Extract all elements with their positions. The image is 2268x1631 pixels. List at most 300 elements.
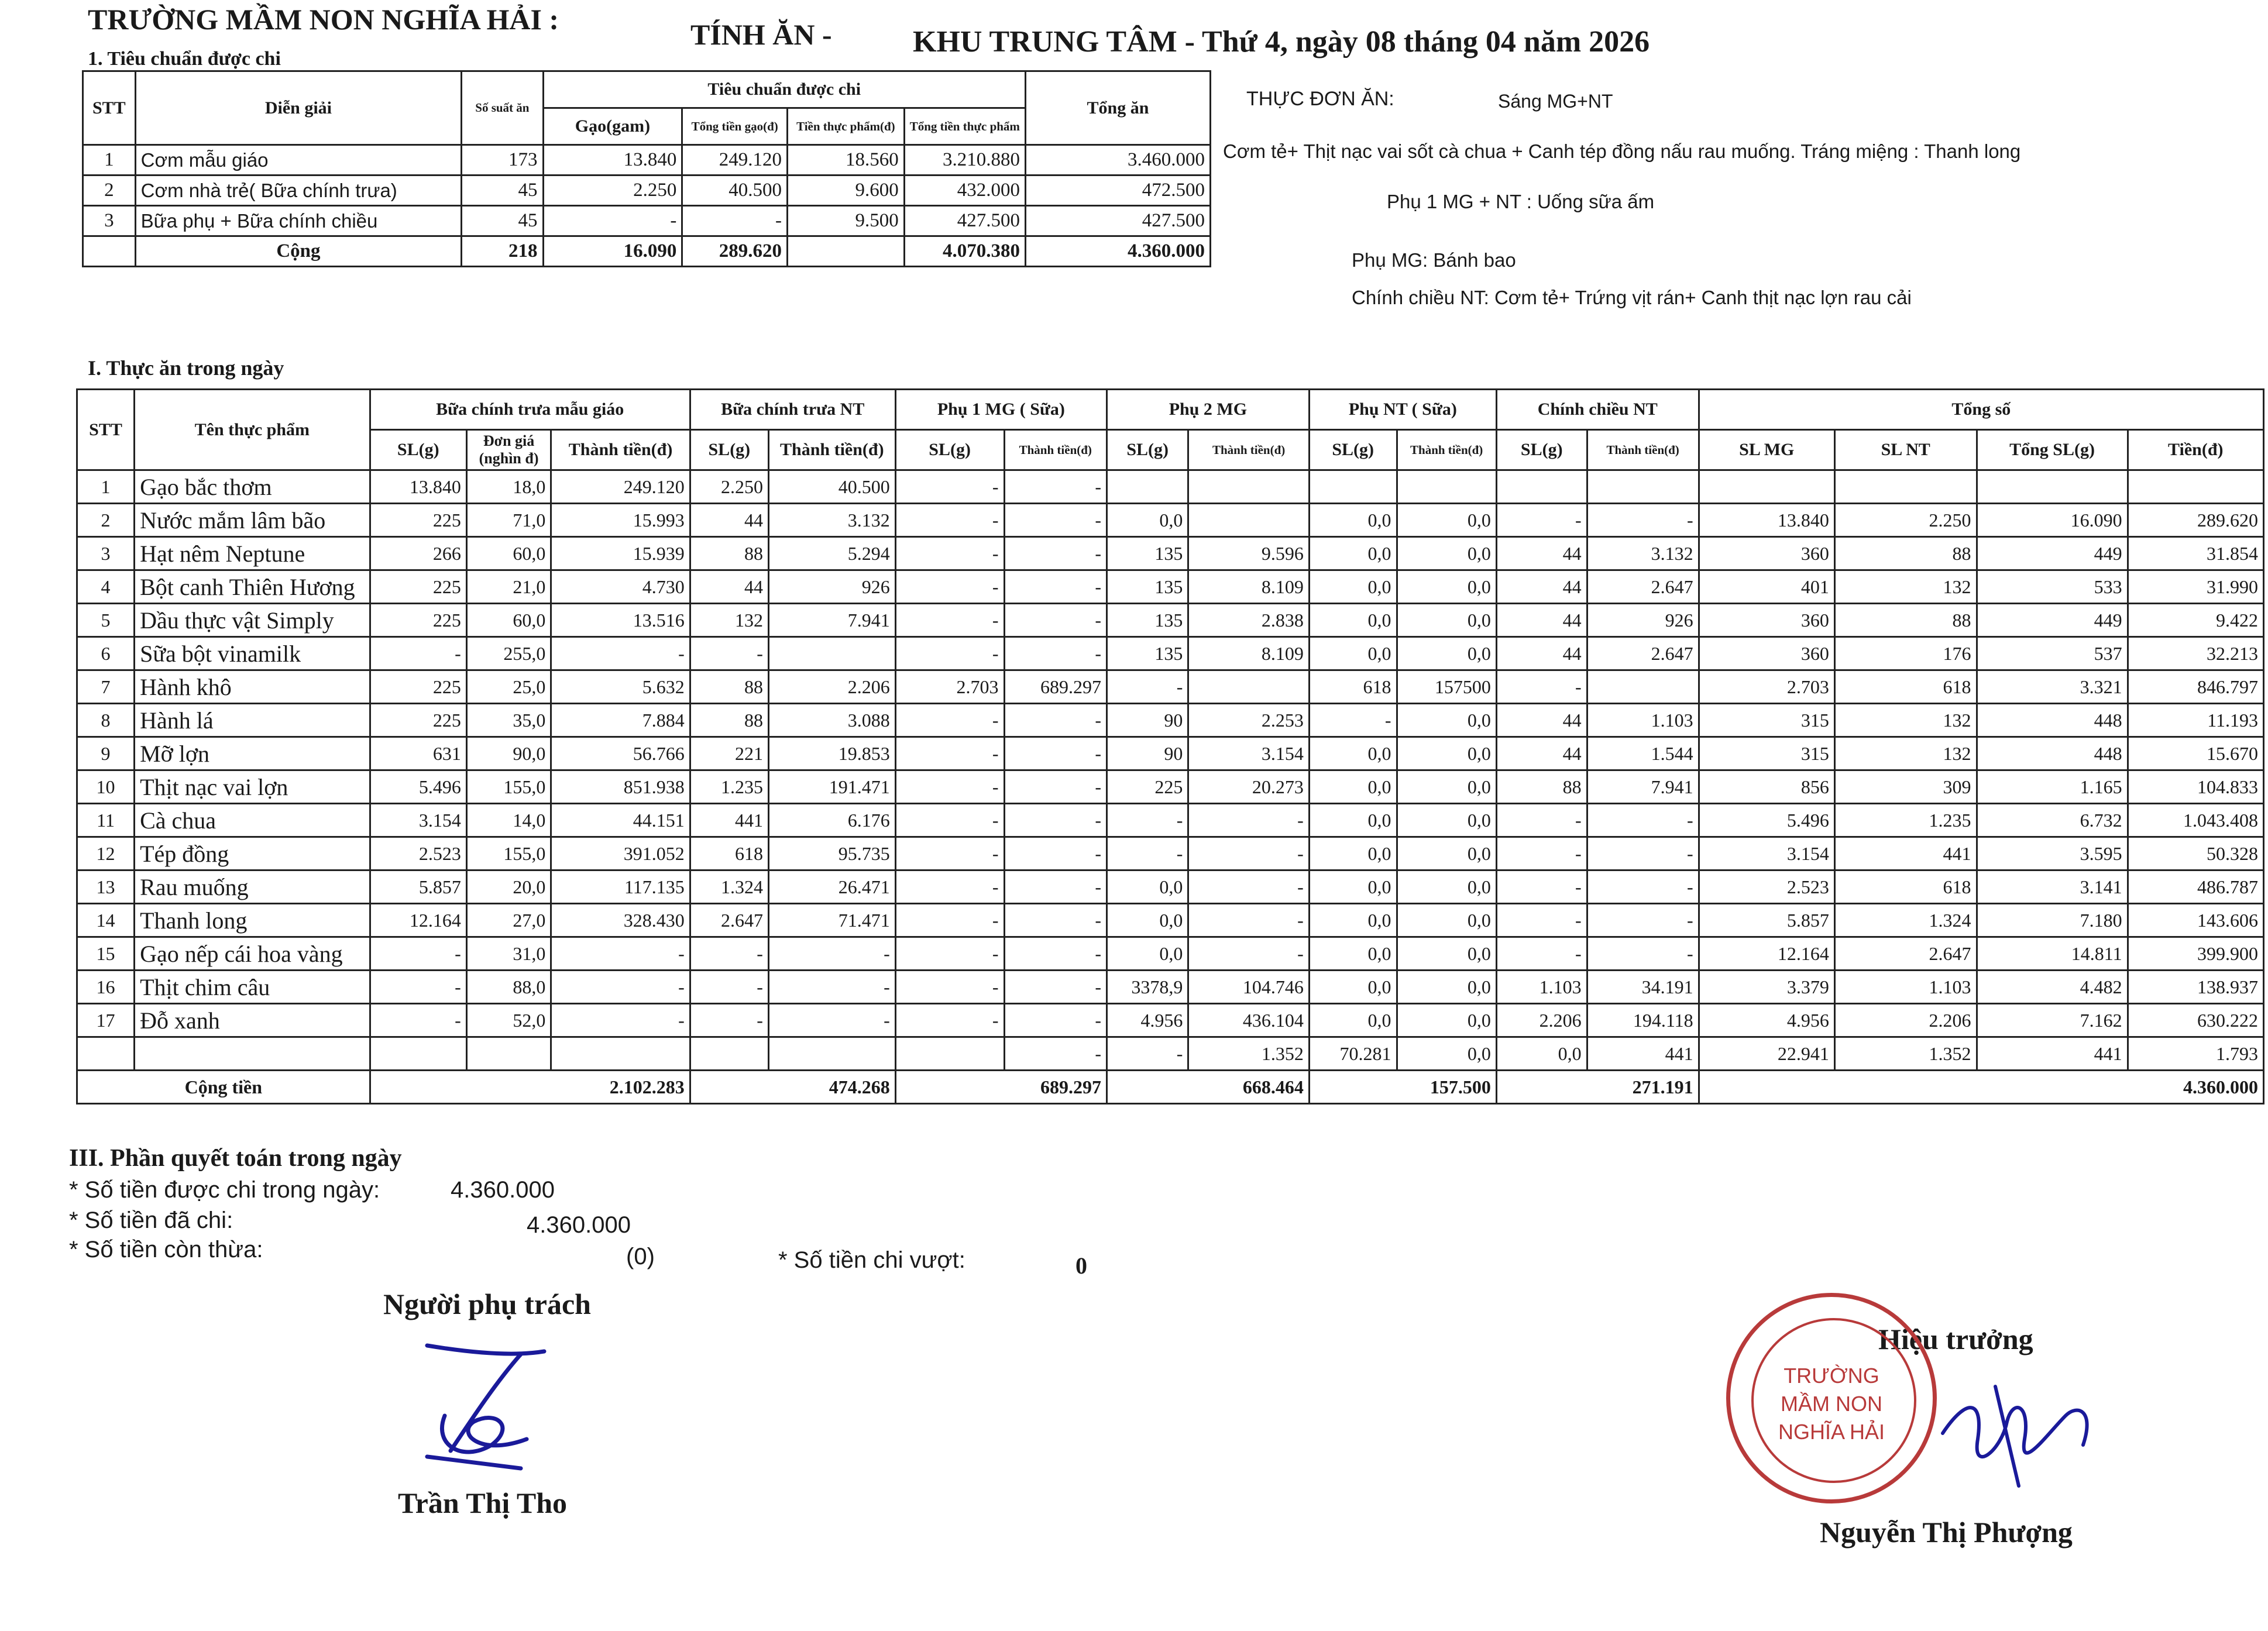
table-row [77,904,2264,937]
t2-cell: 13.840 [370,470,466,504]
t2-cell: 0,0 [1107,904,1188,937]
t2-cell: 52,0 [466,1004,551,1037]
t2-sub-tien: Tiền(đ) [2128,430,2263,470]
t2-cell: 0,0 [1397,937,1496,971]
table-row [77,937,2264,971]
t2-cell: - [1587,837,1699,870]
t2-cell: 449 [1977,604,2128,637]
t2-cell [370,1037,466,1071]
t1-cell: 3.460.000 [1025,145,1210,176]
t2-cell: 0,0 [1107,937,1188,971]
t2-cell: 88 [1834,537,1977,570]
t1-cell: 9.600 [788,176,905,206]
t2-cell: - [1587,804,1699,837]
t2-cell: 0,0 [1309,837,1397,870]
t1-cell: 40.500 [682,176,788,206]
t2-cell-name: Đỗ xanh [135,1004,370,1037]
t2-cell: 0,0 [1397,537,1496,570]
t2-cell: 44 [690,504,768,537]
t2-cell: 249.120 [551,470,690,504]
t2-sub-thanh-tien: Thành tiền(đ) [1397,430,1496,470]
t2-cell: 618 [690,837,768,870]
menu-title: THỰC ĐƠN ĂN: [1246,88,1394,110]
t2-cell: - [370,1004,466,1037]
t2-cell: 225 [370,670,466,704]
t2-cell: 0,0 [1309,570,1397,604]
t2-cell: 0,0 [1397,770,1496,804]
t2-cell [1834,470,1977,504]
t2-cell-stt: 4 [77,570,135,604]
area-date: KHU TRUNG TÂM - Thứ 4, ngày 08 tháng 04 năm 2026 [913,25,1650,59]
t2-cell: 2.703 [1699,670,1834,704]
t2-cell: 31.854 [2128,537,2263,570]
t2-cell: 50.328 [2128,837,2263,870]
t2-cell-name: Mỡ lợn [135,737,370,770]
spent-allowed-value: 4.360.000 [451,1177,555,1203]
t2-cell: - [1188,937,1309,971]
t2-cell: 2.703 [895,670,1004,704]
t2-cell: 2.250 [690,470,768,504]
t2-cell: 255,0 [466,637,551,670]
t2-sub-sl: SL(g) [690,430,768,470]
table-row [77,504,2264,537]
t2-cell-name: Cà chua [135,804,370,837]
t2-cell-stt: 3 [77,537,135,570]
t2-total-mg: 2.102.283 [370,1071,690,1104]
t2-sub-sl: SL(g) [1107,430,1188,470]
t2-cell [1188,504,1309,537]
t2-cell: 225 [370,604,466,637]
t2-cell: 25,0 [466,670,551,704]
t2-cell-stt: 10 [77,770,135,804]
t2-cell: - [1496,870,1587,904]
stamp-line: NGHĨA HẢI [1778,1420,1885,1444]
t1-header-tong-an: Tổng ăn [1025,71,1210,145]
t2-cell: 689.297 [1004,670,1106,704]
t1-cell: 427.500 [1025,206,1210,236]
t2-cell: - [1587,504,1699,537]
t2-cell: - [690,937,768,971]
t2-cell: 360 [1699,637,1834,670]
table-row [77,470,2264,504]
t2-cell: 441 [690,804,768,837]
t1-cell: 4.070.380 [904,236,1025,267]
t2-cell: - [895,870,1004,904]
t1-cell: Cơm nhà trẻ( Bữa chính trưa) [135,176,462,206]
t2-total-p2: 668.464 [1107,1071,1310,1104]
menu-line4: Chính chiều NT: Cơm tẻ+ Trứng vịt rán+ Canh thịt nạc lợn rau cải [1352,287,1912,308]
t1-header-stt: STT [83,71,136,145]
t2-cell: 4.956 [1107,1004,1188,1037]
section2-title: I. Thực ăn trong ngày [88,356,284,380]
t2-cell: 5.632 [551,670,690,704]
t2-cell: 0,0 [1397,1004,1496,1037]
t2-cell: - [1004,971,1106,1004]
t2-cell: 0,0 [1107,504,1188,537]
t1-cell: 45 [462,176,543,206]
t2-cell: 143.606 [2128,904,2263,937]
t2-cell: 44 [1496,570,1587,604]
t1-cell: 218 [462,236,543,267]
t2-cell [1188,470,1309,504]
t2-cell: 13.840 [1699,504,1834,537]
t2-total-label: Cộng tiền [77,1071,370,1104]
t1-cell: 173 [462,145,543,176]
t2-cell-stt: 13 [77,870,135,904]
t2-cell: 44 [1496,537,1587,570]
t2-cell: 60,0 [466,604,551,637]
t2-cell: 7.180 [1977,904,2128,937]
t1-header-tieu-chuan: Tiêu chuẩn được chi [543,71,1025,108]
t2-cell: 315 [1699,737,1834,770]
t2-cell: 618 [1834,870,1977,904]
t2-cell: 0,0 [1309,504,1397,537]
table-row [77,670,2264,704]
t2-cell: - [1496,670,1587,704]
t2-cell: 289.620 [2128,504,2263,537]
t2-cell: - [1107,837,1188,870]
t2-cell: - [895,1004,1004,1037]
t2-cell [1977,470,2128,504]
t2-cell: - [1004,504,1106,537]
t2-header-mg: Bữa chính trưa mẫu giáo [370,390,690,430]
t2-cell: 1.235 [1834,804,1977,837]
t2-cell: 1.793 [2128,1037,2263,1071]
t2-cell: 56.766 [551,737,690,770]
t2-cell [135,1037,370,1071]
t2-cell: - [551,971,690,1004]
t2-cell: 15.939 [551,537,690,570]
t2-cell: 399.900 [2128,937,2263,971]
t1-header-dien-giai: Diễn giải [135,71,462,145]
t2-cell: 537 [1977,637,2128,670]
t2-cell-name: Thanh long [135,904,370,937]
t2-cell: 5.857 [1699,904,1834,937]
t2-cell: - [1004,604,1106,637]
t2-cell: 32.213 [2128,637,2263,670]
t2-cell-stt: 16 [77,971,135,1004]
spent-value: 4.360.000 [527,1212,631,1238]
t2-cell: 2.523 [370,837,466,870]
t2-cell: 0,0 [1397,804,1496,837]
t2-cell: 5.294 [768,537,895,570]
t2-cell: 0,0 [1309,870,1397,904]
t2-cell-name: Gạo nếp cái hoa vàng [135,937,370,971]
t2-cell: 1.103 [1587,704,1699,737]
t2-cell: - [1496,904,1587,937]
t2-cell: 4.730 [551,570,690,604]
menu-line1: Cơm tẻ+ Thịt nạc vai sốt cà chua + Canh tép đồng nấu rau muống. Tráng miệng : Thanh long [1223,140,2021,162]
t2-sub-thanh-tien: Thành tiền(đ) [1188,430,1309,470]
t2-cell [1496,470,1587,504]
t2-cell: - [1004,537,1106,570]
spent-allowed-label: * Số tiền được chi trong ngày: [69,1177,380,1203]
t2-cell: 3.132 [768,504,895,537]
t2-sub-don-gia: Đơn giá (nghìn đ) [466,430,551,470]
table-row [77,1004,2264,1037]
t2-cell: 846.797 [2128,670,2263,704]
t1-cell: 3 [83,206,136,236]
table-row [83,206,1211,236]
t2-cell: - [895,504,1004,537]
t2-cell: - [895,537,1004,570]
table-row [77,1037,2264,1071]
t2-cell: 0,0 [1309,770,1397,804]
t1-cell: 45 [462,206,543,236]
t2-cell: - [1004,770,1106,804]
t2-cell-stt: 1 [77,470,135,504]
t2-cell: 2.647 [1587,570,1699,604]
t2-cell: 7.941 [1587,770,1699,804]
t2-cell: 449 [1977,537,2128,570]
t2-cell: 436.104 [1188,1004,1309,1037]
t2-cell: - [895,570,1004,604]
t2-cell-stt: 6 [77,637,135,670]
t2-cell-name: Thịt chim câu [135,971,370,1004]
right-signer-name: Nguyễn Thị Phượng [1820,1516,2073,1549]
t2-cell [2128,470,2263,504]
t2-cell [1397,470,1496,504]
t2-sub-thanh-tien: Thành tiền(đ) [768,430,895,470]
t2-sub-sl: SL(g) [1309,430,1397,470]
t1-cell [788,236,905,267]
t2-cell [1107,470,1188,504]
t2-cell: 2.647 [1834,937,1977,971]
t2-cell: - [895,604,1004,637]
t2-cell: - [1188,804,1309,837]
t2-cell: 3.321 [1977,670,2128,704]
t2-cell: 3.379 [1699,971,1834,1004]
t2-cell: - [1587,870,1699,904]
t2-total-cc: 271.191 [1496,1071,1699,1104]
t2-total-tong: 4.360.000 [1699,1071,2263,1104]
t2-cell: 0,0 [1309,971,1397,1004]
t2-cell [1309,470,1397,504]
t2-header-ten: Tên thực phẩm [135,390,370,470]
table-row [77,870,2264,904]
t2-cell: - [1004,704,1106,737]
t2-cell: 3.154 [1699,837,1834,870]
t2-cell: 0,0 [1309,1004,1397,1037]
menu-line2: Phụ 1 MG + NT : Uống sữa ấm [1387,191,1655,212]
t2-cell: 1.324 [1834,904,1977,937]
t2-header-tong: Tổng số [1699,390,2263,430]
t2-cell [77,1037,135,1071]
t2-cell: 0,0 [1309,637,1397,670]
t2-cell: 533 [1977,570,2128,604]
t2-cell-name: Dầu thực vật Simply [135,604,370,637]
t2-cell [551,1037,690,1071]
t1-header-tong-tp: Tổng tiền thực phẩm [904,108,1025,145]
t2-cell: - [1496,804,1587,837]
t2-cell: 0,0 [1397,637,1496,670]
t2-cell: 0,0 [1397,704,1496,737]
t2-cell [768,637,895,670]
t2-cell: 71,0 [466,504,551,537]
table-row [77,604,2264,637]
t2-cell [1587,470,1699,504]
t2-cell: 132 [1834,737,1977,770]
t2-cell: 315 [1699,704,1834,737]
t1-total-label: Cộng [135,236,462,267]
right-signer-title: Hiệu trưởng [1878,1323,2033,1355]
overspent-value: 0 [1075,1253,1087,1279]
t2-cell: 225 [370,704,466,737]
t2-cell: - [895,637,1004,670]
table-row [77,570,2264,604]
t2-sub-sl-mg: SL MG [1699,430,1834,470]
t1-cell: 16.090 [543,236,682,267]
t2-cell: - [895,770,1004,804]
t2-cell: 191.471 [768,770,895,804]
t2-cell: 19.853 [768,737,895,770]
t2-cell: 225 [370,504,466,537]
t2-cell: - [1587,937,1699,971]
t2-cell: 0,0 [1397,737,1496,770]
t2-cell: 0,0 [1397,604,1496,637]
t2-cell: 44 [1496,604,1587,637]
t2-cell: 1.544 [1587,737,1699,770]
t1-cell: - [543,206,682,236]
t2-cell: 0,0 [1397,570,1496,604]
t1-cell: 432.000 [904,176,1025,206]
t2-cell: 7.941 [768,604,895,637]
table-row [77,737,2264,770]
t2-cell-name: Hành khô [135,670,370,704]
t2-cell: 26.471 [768,870,895,904]
menu-line3: Phụ MG: Bánh bao [1352,249,1516,271]
t2-cell-stt: 11 [77,804,135,837]
t1-cell: 3.210.880 [904,145,1025,176]
t2-cell: - [1004,1037,1106,1071]
t2-cell: 225 [370,570,466,604]
t2-cell [1699,470,1834,504]
t2-cell: 35,0 [466,704,551,737]
t2-cell-name: Hạt nêm Neptune [135,537,370,570]
t1-header-tien-gao: Tổng tiền gạo(đ) [682,108,788,145]
t2-cell: 1.352 [1188,1037,1309,1071]
t2-cell-name: Rau muống [135,870,370,904]
t2-sub-thanh-tien: Thành tiền(đ) [1587,430,1699,470]
t2-cell: - [1188,837,1309,870]
t2-cell: 132 [690,604,768,637]
t2-cell: 221 [690,737,768,770]
left-signer-title: Người phụ trách [383,1288,591,1320]
t2-cell: - [551,637,690,670]
t2-cell: 328.430 [551,904,690,937]
t2-cell-stt: 14 [77,904,135,937]
t2-cell-name: Thịt nạc vai lợn [135,770,370,804]
t1-cell: Bữa phụ + Bữa chính chiều [135,206,462,236]
t2-cell: - [370,971,466,1004]
t2-cell: 0,0 [1309,604,1397,637]
t2-cell: - [1309,704,1397,737]
t2-cell-stt: 5 [77,604,135,637]
t1-cell [83,236,136,267]
t2-cell: - [1004,937,1106,971]
t2-sub-sl: SL(g) [370,430,466,470]
t2-cell: 157500 [1397,670,1496,704]
t2-total-p1: 689.297 [895,1071,1106,1104]
t2-cell: 11.193 [2128,704,2263,737]
t2-cell: 117.135 [551,870,690,904]
school-seal-icon [1726,1293,1937,1503]
t2-cell: 60,0 [466,537,551,570]
t2-cell-stt: 2 [77,504,135,537]
table-total-row [83,236,1211,267]
t2-cell: 2.647 [690,904,768,937]
remaining-label: * Số tiền còn thừa: [69,1237,263,1262]
t2-cell: 7.162 [1977,1004,2128,1037]
t2-cell: 2.647 [1587,637,1699,670]
menu-session: Sáng MG+NT [1498,91,1613,112]
t2-sub-thanh-tien: Thành tiền(đ) [551,430,690,470]
t2-cell: 88 [690,704,768,737]
t2-cell: - [690,637,768,670]
t2-cell: 104.746 [1188,971,1309,1004]
t2-cell: 3378,9 [1107,971,1188,1004]
t2-cell: - [1004,870,1106,904]
t1-cell: 2.250 [543,176,682,206]
t2-cell: 194.118 [1587,1004,1699,1037]
t2-cell: 90,0 [466,737,551,770]
t2-cell-stt: 15 [77,937,135,971]
t2-cell: - [768,1004,895,1037]
t1-header-tien-tp: Tiền thực phẩm(đ) [788,108,905,145]
t2-cell: 401 [1699,570,1834,604]
t2-cell: 13.516 [551,604,690,637]
t2-cell: - [1004,637,1106,670]
t2-cell: 1.103 [1834,971,1977,1004]
t2-cell: - [1496,937,1587,971]
t2-cell: 16.090 [1977,504,2128,537]
t2-cell: 391.052 [551,837,690,870]
t2-cell [895,1037,1004,1071]
t2-sub-sl: SL(g) [1496,430,1587,470]
t2-cell: 104.833 [2128,770,2263,804]
t2-cell: 9.596 [1188,537,1309,570]
t2-cell: 851.938 [551,770,690,804]
t2-cell: 441 [1587,1037,1699,1071]
t2-cell: 12.164 [1699,937,1834,971]
t2-cell: 309 [1834,770,1977,804]
t2-cell-stt: 12 [77,837,135,870]
remaining-value: (0) [626,1244,655,1269]
t1-cell: 4.360.000 [1025,236,1210,267]
t2-cell: - [895,804,1004,837]
table-row [77,971,2264,1004]
t2-header-cc: Chính chiều NT [1496,390,1699,430]
t2-cell: 90 [1107,737,1188,770]
t2-cell-name: Hành lá [135,704,370,737]
t2-cell: - [768,971,895,1004]
t2-cell-stt: 7 [77,670,135,704]
t2-cell: 20.273 [1188,770,1309,804]
t2-cell: 0,0 [1397,1037,1496,1071]
t2-cell: 0,0 [1309,737,1397,770]
t1-cell: 18.560 [788,145,905,176]
t2-cell: 618 [1309,670,1397,704]
t2-cell: 0,0 [1397,904,1496,937]
t2-cell: 2.206 [1834,1004,1977,1037]
daily-food-table [76,388,2264,1104]
t2-cell: 0,0 [1397,837,1496,870]
t2-cell: 27,0 [466,904,551,937]
t2-cell: 0,0 [1309,537,1397,570]
t2-cell: 7.884 [551,704,690,737]
t2-cell: 6.176 [768,804,895,837]
t1-cell: 1 [83,145,136,176]
